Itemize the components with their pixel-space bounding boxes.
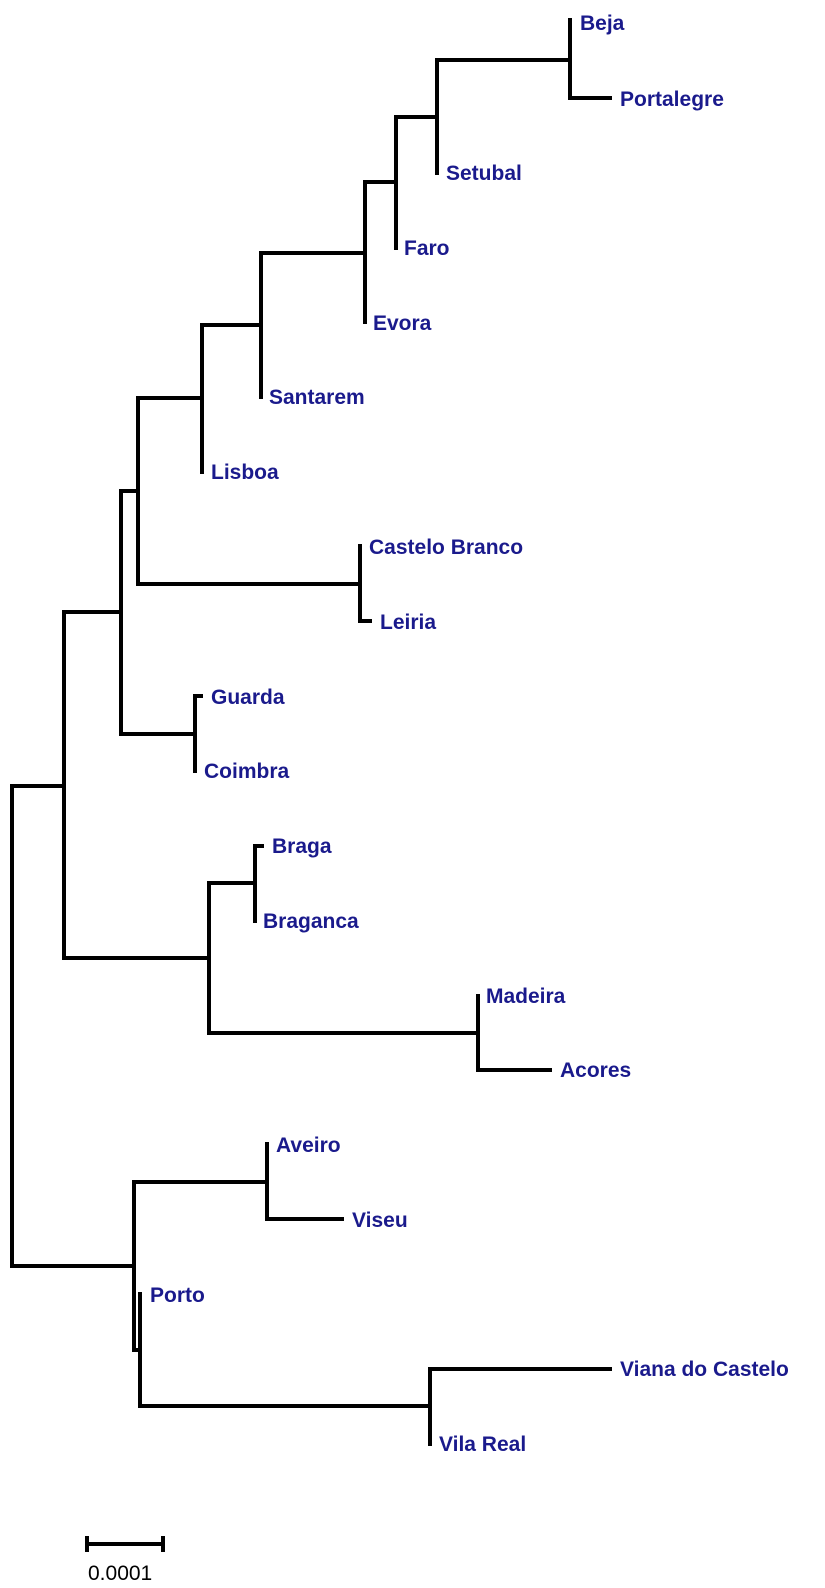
leaf-label-viseu: Viseu (352, 1209, 408, 1232)
leaf-label-faro: Faro (404, 237, 450, 260)
leaf-label-braga: Braga (272, 835, 332, 858)
leaf-labels (150, 12, 789, 1456)
leaf-label-acores: Acores (560, 1059, 632, 1082)
leaf-label-setubal: Setubal (446, 162, 522, 185)
leaf-label-guarda: Guarda (211, 686, 285, 709)
leaf-label-porto: Porto (150, 1284, 205, 1307)
leaf-label-madeira: Madeira (486, 985, 566, 1008)
scale-bar (87, 1536, 163, 1585)
leaf-label-beja: Beja (580, 12, 625, 35)
tree-branches (12, 20, 610, 1444)
leaf-label-portalegre: Portalegre (620, 88, 724, 111)
scale-bar-label: 0.0001 (88, 1562, 153, 1585)
leaf-label-braganca: Braganca (263, 910, 359, 933)
leaf-label-coimbra: Coimbra (204, 760, 290, 783)
leaf-label-leiria: Leiria (380, 611, 437, 634)
leaf-label-castelo-branco: Castelo Branco (369, 536, 524, 559)
leaf-label-aveiro: Aveiro (276, 1134, 341, 1157)
leaf-label-viana-do-castelo: Viana do Castelo (620, 1358, 789, 1381)
leaf-label-vila-real: Vila Real (439, 1433, 527, 1456)
leaf-label-santarem: Santarem (269, 386, 365, 409)
leaf-label-evora: Evora (373, 312, 432, 335)
leaf-label-lisboa: Lisboa (211, 461, 279, 484)
